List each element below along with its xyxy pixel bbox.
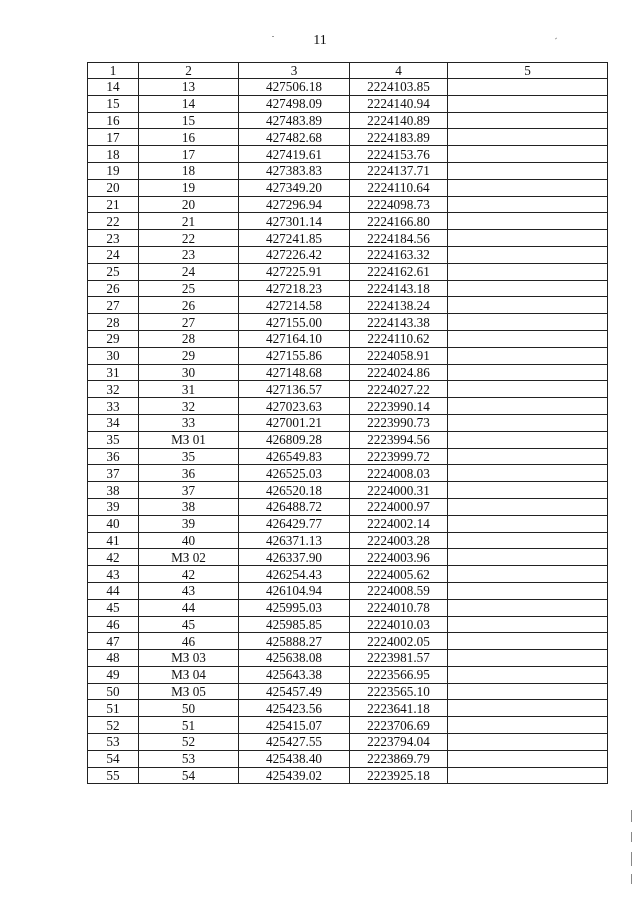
notes-cell: [448, 95, 608, 112]
x-coordinate-cell: 425985.85: [239, 616, 350, 633]
table-row: [88, 364, 608, 381]
x-coordinate-cell: 425423.56: [239, 700, 350, 717]
y-coordinate-cell: 2224003.96: [350, 549, 448, 566]
table-row: [88, 297, 608, 314]
row-index-cell: 21: [88, 196, 139, 213]
table-row: [88, 129, 608, 146]
row-index-cell: 38: [88, 482, 139, 499]
table-row: [88, 549, 608, 566]
y-coordinate-cell: 2224008.59: [350, 582, 448, 599]
table-body: [88, 79, 608, 784]
scan-edge-mark: [631, 810, 632, 822]
y-coordinate-cell: 2223981.57: [350, 650, 448, 667]
x-coordinate-cell: 427225.91: [239, 263, 350, 280]
x-coordinate-cell: 427419.61: [239, 146, 350, 163]
table-row: [88, 95, 608, 112]
row-index-cell: 43: [88, 566, 139, 583]
table-header: [88, 63, 608, 79]
scan-edge-mark: [631, 852, 632, 866]
row-index-cell: 33: [88, 398, 139, 415]
table-row: [88, 280, 608, 297]
y-coordinate-cell: 2223990.73: [350, 414, 448, 431]
table-row: [88, 582, 608, 599]
table-row: [88, 700, 608, 717]
x-coordinate-cell: 426371.13: [239, 532, 350, 549]
x-coordinate-cell: 426488.72: [239, 498, 350, 515]
row-index-cell: 52: [88, 717, 139, 734]
table-row: [88, 599, 608, 616]
notes-cell: [448, 431, 608, 448]
point-id-cell: МЗ 05: [139, 683, 239, 700]
table-row: [88, 566, 608, 583]
notes-cell: [448, 767, 608, 784]
row-index-cell: 30: [88, 347, 139, 364]
row-index-cell: 50: [88, 683, 139, 700]
y-coordinate-cell: 2224003.28: [350, 532, 448, 549]
x-coordinate-cell: 425415.07: [239, 717, 350, 734]
point-id-cell: 18: [139, 162, 239, 179]
x-coordinate-cell: 425457.49: [239, 683, 350, 700]
row-index-cell: 25: [88, 263, 139, 280]
notes-cell: [448, 246, 608, 263]
y-coordinate-cell: 2224058.91: [350, 347, 448, 364]
header-row: [88, 63, 608, 79]
row-index-cell: 45: [88, 599, 139, 616]
notes-cell: [448, 364, 608, 381]
row-index-cell: 32: [88, 381, 139, 398]
y-coordinate-cell: 2224000.31: [350, 482, 448, 499]
row-index-cell: 49: [88, 666, 139, 683]
notes-cell: [448, 465, 608, 482]
row-index-cell: 40: [88, 515, 139, 532]
x-coordinate-cell: 427241.85: [239, 230, 350, 247]
y-coordinate-cell: 2223706.69: [350, 717, 448, 734]
row-index-cell: 31: [88, 364, 139, 381]
row-index-cell: 39: [88, 498, 139, 515]
x-coordinate-cell: 425888.27: [239, 633, 350, 650]
y-coordinate-cell: 2224103.85: [350, 79, 448, 96]
x-coordinate-cell: 427498.09: [239, 95, 350, 112]
y-coordinate-cell: 2224024.86: [350, 364, 448, 381]
y-coordinate-cell: 2223641.18: [350, 700, 448, 717]
scan-edge-mark: [631, 874, 632, 884]
x-coordinate-cell: 427383.83: [239, 162, 350, 179]
y-coordinate-cell: 2224140.89: [350, 112, 448, 129]
y-coordinate-cell: 2224166.80: [350, 213, 448, 230]
point-id-cell: МЗ 04: [139, 666, 239, 683]
notes-cell: [448, 330, 608, 347]
y-coordinate-cell: 2223794.04: [350, 734, 448, 751]
table-row: [88, 465, 608, 482]
x-coordinate-cell: 427483.89: [239, 112, 350, 129]
row-index-cell: 15: [88, 95, 139, 112]
table-row: [88, 666, 608, 683]
table-row: [88, 498, 608, 515]
y-coordinate-cell: 2224002.05: [350, 633, 448, 650]
x-coordinate-cell: 427155.00: [239, 314, 350, 331]
row-index-cell: 34: [88, 414, 139, 431]
row-index-cell: 22: [88, 213, 139, 230]
point-id-cell: 16: [139, 129, 239, 146]
x-coordinate-cell: 427226.42: [239, 246, 350, 263]
y-coordinate-cell: 2224005.62: [350, 566, 448, 583]
table-row: [88, 314, 608, 331]
table-row: [88, 179, 608, 196]
row-index-cell: 55: [88, 767, 139, 784]
row-index-cell: 54: [88, 750, 139, 767]
notes-cell: [448, 146, 608, 163]
row-index-cell: 29: [88, 330, 139, 347]
row-index-cell: 46: [88, 616, 139, 633]
row-index-cell: 42: [88, 549, 139, 566]
table-row: [88, 263, 608, 280]
notes-cell: [448, 414, 608, 431]
x-coordinate-cell: 427164.10: [239, 330, 350, 347]
y-coordinate-cell: 2224162.61: [350, 263, 448, 280]
point-id-cell: 52: [139, 734, 239, 751]
notes-cell: [448, 582, 608, 599]
row-index-cell: 14: [88, 79, 139, 96]
scan-edge-mark: [631, 832, 632, 842]
x-coordinate-cell: 426549.83: [239, 448, 350, 465]
row-index-cell: 27: [88, 297, 139, 314]
y-coordinate-cell: 2224143.38: [350, 314, 448, 331]
point-id-cell: 13: [139, 79, 239, 96]
table-row: [88, 79, 608, 96]
notes-cell: [448, 112, 608, 129]
notes-cell: [448, 213, 608, 230]
row-index-cell: 35: [88, 431, 139, 448]
point-id-cell: 24: [139, 263, 239, 280]
y-coordinate-cell: 2223990.14: [350, 398, 448, 415]
point-id-cell: 15: [139, 112, 239, 129]
y-coordinate-cell: 2223925.18: [350, 767, 448, 784]
x-coordinate-cell: 425643.38: [239, 666, 350, 683]
column-header-4: 4: [350, 63, 448, 79]
table-row: [88, 431, 608, 448]
y-coordinate-cell: 2224137.71: [350, 162, 448, 179]
table-row: [88, 650, 608, 667]
x-coordinate-cell: 426520.18: [239, 482, 350, 499]
x-coordinate-cell: 427001.21: [239, 414, 350, 431]
point-id-cell: 28: [139, 330, 239, 347]
table-row: [88, 734, 608, 751]
notes-cell: [448, 498, 608, 515]
notes-cell: [448, 666, 608, 683]
x-coordinate-cell: 427155.86: [239, 347, 350, 364]
notes-cell: [448, 532, 608, 549]
x-coordinate-cell: 427148.68: [239, 364, 350, 381]
notes-cell: [448, 683, 608, 700]
row-index-cell: 28: [88, 314, 139, 331]
row-index-cell: 20: [88, 179, 139, 196]
point-id-cell: 54: [139, 767, 239, 784]
table-row: [88, 196, 608, 213]
point-id-cell: 30: [139, 364, 239, 381]
y-coordinate-cell: 2224110.62: [350, 330, 448, 347]
column-header-5: 5: [448, 63, 608, 79]
notes-cell: [448, 230, 608, 247]
table-row: [88, 767, 608, 784]
row-index-cell: 26: [88, 280, 139, 297]
table-row: [88, 146, 608, 163]
point-id-cell: 25: [139, 280, 239, 297]
table-row: [88, 717, 608, 734]
notes-cell: [448, 734, 608, 751]
table-row: [88, 633, 608, 650]
point-id-cell: 17: [139, 146, 239, 163]
row-index-cell: 53: [88, 734, 139, 751]
point-id-cell: 40: [139, 532, 239, 549]
y-coordinate-cell: 2223869.79: [350, 750, 448, 767]
scan-speck: [272, 36, 274, 37]
notes-cell: [448, 196, 608, 213]
y-coordinate-cell: 2224027.22: [350, 381, 448, 398]
x-coordinate-cell: 425638.08: [239, 650, 350, 667]
x-coordinate-cell: 427214.58: [239, 297, 350, 314]
row-index-cell: 47: [88, 633, 139, 650]
row-index-cell: 51: [88, 700, 139, 717]
table-row: [88, 414, 608, 431]
table-row: [88, 448, 608, 465]
table-row: [88, 683, 608, 700]
point-id-cell: МЗ 01: [139, 431, 239, 448]
y-coordinate-cell: 2224163.32: [350, 246, 448, 263]
row-index-cell: 17: [88, 129, 139, 146]
notes-cell: [448, 381, 608, 398]
point-id-cell: 46: [139, 633, 239, 650]
table-row: [88, 482, 608, 499]
table-row: [88, 162, 608, 179]
row-index-cell: 16: [88, 112, 139, 129]
notes-cell: [448, 616, 608, 633]
point-id-cell: 45: [139, 616, 239, 633]
notes-cell: [448, 162, 608, 179]
point-id-cell: 26: [139, 297, 239, 314]
row-index-cell: 23: [88, 230, 139, 247]
x-coordinate-cell: 427482.68: [239, 129, 350, 146]
x-coordinate-cell: 425438.40: [239, 750, 350, 767]
notes-cell: [448, 297, 608, 314]
column-header-3: 3: [239, 63, 350, 79]
point-id-cell: МЗ 02: [139, 549, 239, 566]
row-index-cell: 36: [88, 448, 139, 465]
notes-cell: [448, 599, 608, 616]
x-coordinate-cell: 425427.55: [239, 734, 350, 751]
point-id-cell: 29: [139, 347, 239, 364]
table-row: [88, 347, 608, 364]
point-id-cell: 33: [139, 414, 239, 431]
y-coordinate-cell: 2224183.89: [350, 129, 448, 146]
row-index-cell: 44: [88, 582, 139, 599]
notes-cell: [448, 314, 608, 331]
x-coordinate-cell: 426809.28: [239, 431, 350, 448]
y-coordinate-cell: 2223994.56: [350, 431, 448, 448]
table-row: [88, 515, 608, 532]
point-id-cell: 31: [139, 381, 239, 398]
table-row: [88, 246, 608, 263]
table-row: [88, 532, 608, 549]
notes-cell: [448, 650, 608, 667]
point-id-cell: 23: [139, 246, 239, 263]
point-id-cell: 43: [139, 582, 239, 599]
point-id-cell: 22: [139, 230, 239, 247]
point-id-cell: 53: [139, 750, 239, 767]
y-coordinate-cell: 2223565.10: [350, 683, 448, 700]
y-coordinate-cell: 2224002.14: [350, 515, 448, 532]
y-coordinate-cell: 2224010.03: [350, 616, 448, 633]
x-coordinate-cell: 427136.57: [239, 381, 350, 398]
point-id-cell: 44: [139, 599, 239, 616]
y-coordinate-cell: 2224153.76: [350, 146, 448, 163]
point-id-cell: 51: [139, 717, 239, 734]
point-id-cell: 36: [139, 465, 239, 482]
point-id-cell: 39: [139, 515, 239, 532]
notes-cell: [448, 398, 608, 415]
x-coordinate-cell: 427301.14: [239, 213, 350, 230]
table-row: [88, 616, 608, 633]
table-row: [88, 230, 608, 247]
page-number: 11: [313, 33, 327, 48]
y-coordinate-cell: 2224143.18: [350, 280, 448, 297]
column-header-1: 1: [88, 63, 139, 79]
y-coordinate-cell: 2224138.24: [350, 297, 448, 314]
x-coordinate-cell: 426254.43: [239, 566, 350, 583]
notes-cell: [448, 263, 608, 280]
notes-cell: [448, 750, 608, 767]
notes-cell: [448, 566, 608, 583]
y-coordinate-cell: 2224010.78: [350, 599, 448, 616]
table-row: [88, 330, 608, 347]
point-id-cell: МЗ 03: [139, 650, 239, 667]
point-id-cell: 50: [139, 700, 239, 717]
x-coordinate-cell: 426525.03: [239, 465, 350, 482]
table-row: [88, 112, 608, 129]
x-coordinate-cell: 427349.20: [239, 179, 350, 196]
notes-cell: [448, 549, 608, 566]
x-coordinate-cell: 427218.23: [239, 280, 350, 297]
y-coordinate-cell: 2224184.56: [350, 230, 448, 247]
point-id-cell: 21: [139, 213, 239, 230]
point-id-cell: 35: [139, 448, 239, 465]
notes-cell: [448, 179, 608, 196]
y-coordinate-cell: 2224008.03: [350, 465, 448, 482]
point-id-cell: 38: [139, 498, 239, 515]
notes-cell: [448, 448, 608, 465]
x-coordinate-cell: 427506.18: [239, 79, 350, 96]
x-coordinate-cell: 427023.63: [239, 398, 350, 415]
x-coordinate-cell: 426104.94: [239, 582, 350, 599]
y-coordinate-cell: 2224000.97: [350, 498, 448, 515]
notes-cell: [448, 515, 608, 532]
row-index-cell: 41: [88, 532, 139, 549]
notes-cell: [448, 129, 608, 146]
table-row: [88, 213, 608, 230]
notes-cell: [448, 79, 608, 96]
point-id-cell: 14: [139, 95, 239, 112]
row-index-cell: 48: [88, 650, 139, 667]
notes-cell: [448, 633, 608, 650]
row-index-cell: 24: [88, 246, 139, 263]
table-row: [88, 750, 608, 767]
point-id-cell: 42: [139, 566, 239, 583]
point-id-cell: 19: [139, 179, 239, 196]
row-index-cell: 18: [88, 146, 139, 163]
table-row: [88, 398, 608, 415]
row-index-cell: 19: [88, 162, 139, 179]
point-id-cell: 27: [139, 314, 239, 331]
notes-cell: [448, 700, 608, 717]
notes-cell: [448, 280, 608, 297]
x-coordinate-cell: 426429.77: [239, 515, 350, 532]
column-header-2: 2: [139, 63, 239, 79]
y-coordinate-cell: 2224098.73: [350, 196, 448, 213]
notes-cell: [448, 347, 608, 364]
x-coordinate-cell: 426337.90: [239, 549, 350, 566]
point-id-cell: 20: [139, 196, 239, 213]
y-coordinate-cell: 2223566.95: [350, 666, 448, 683]
x-coordinate-cell: 427296.94: [239, 196, 350, 213]
notes-cell: [448, 717, 608, 734]
row-index-cell: 37: [88, 465, 139, 482]
notes-cell: [448, 482, 608, 499]
point-id-cell: 37: [139, 482, 239, 499]
y-coordinate-cell: 2223999.72: [350, 448, 448, 465]
coordinates-table: [87, 62, 608, 784]
y-coordinate-cell: 2224140.94: [350, 95, 448, 112]
y-coordinate-cell: 2224110.64: [350, 179, 448, 196]
table-row: [88, 381, 608, 398]
point-id-cell: 32: [139, 398, 239, 415]
x-coordinate-cell: 425439.02: [239, 767, 350, 784]
x-coordinate-cell: 425995.03: [239, 599, 350, 616]
